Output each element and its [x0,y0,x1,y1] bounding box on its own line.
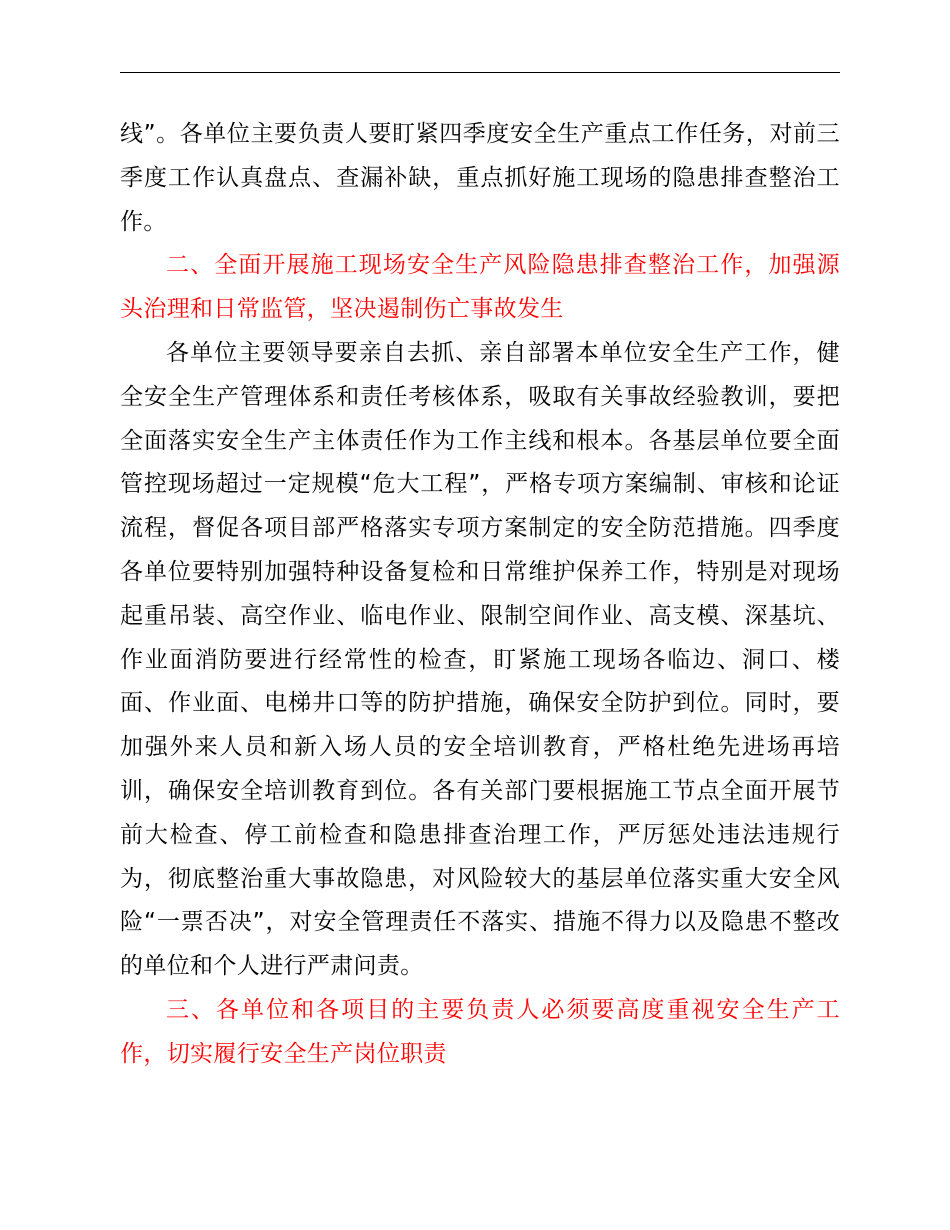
paragraph-section-2-body: 各单位主要领导要亲自去抓、亲自部署本单位安全生产工作，健全安全生产管理体系和责任考核体系，吸取有关事故经验教训，要把全面落实安全生产主体责任作为工作主线和根本。各基层单位要全面管控现场超过一定规模“危大工程”，严格专项方案编制、审核和论证流程，督促各项目部严格落实专项方案制定的安全防范措施。四季度各单位要特别加强特种设备复检和日常维护保养工作，特别是对现场起重吊装、高空作业、临电作业、限制空间作业、高支模、深基坑、作业面消防要进行经常性的检查，盯紧施工现场各临边、洞口、楼面、作业面、电梯井口等的防护措施，确保安全防护到位。同时，要加强外来人员和新入场人员的安全培训教育，严格杜绝先进场再培训，确保安全培训教育到位。各有关部门要根据施工节点全面开展节前大检查、停工前检查和隐患排查治理工作，严厉惩处违法违规行为，彻底整治重大事故隐患，对风险较大的基层单位落实重大安全风险“一票否决”，对安全管理责任不落实、措施不得力以及隐患不整改的单位和个人进行严肃问责。 [120,339,840,980]
header-rule [120,72,840,73]
section-heading-3: 三、各单位和各项目的主要负责人必须要高度重视安全生产工作，切实履行安全生产岗位职责 [120,996,840,1067]
document-body [120,113,840,1077]
section-heading-2: 二、全面开展施工现场安全生产风险隐患排查整治工作，加强源头治理和日常监管，坚决遏制伤亡事故发生 [120,252,840,323]
paragraph-continuation: 线”。各单位主要负责人要盯紧四季度安全生产重点工作任务，对前三季度工作认真盘点、查漏补缺，重点抓好施工现场的隐患排查整治工作。 [120,121,840,235]
